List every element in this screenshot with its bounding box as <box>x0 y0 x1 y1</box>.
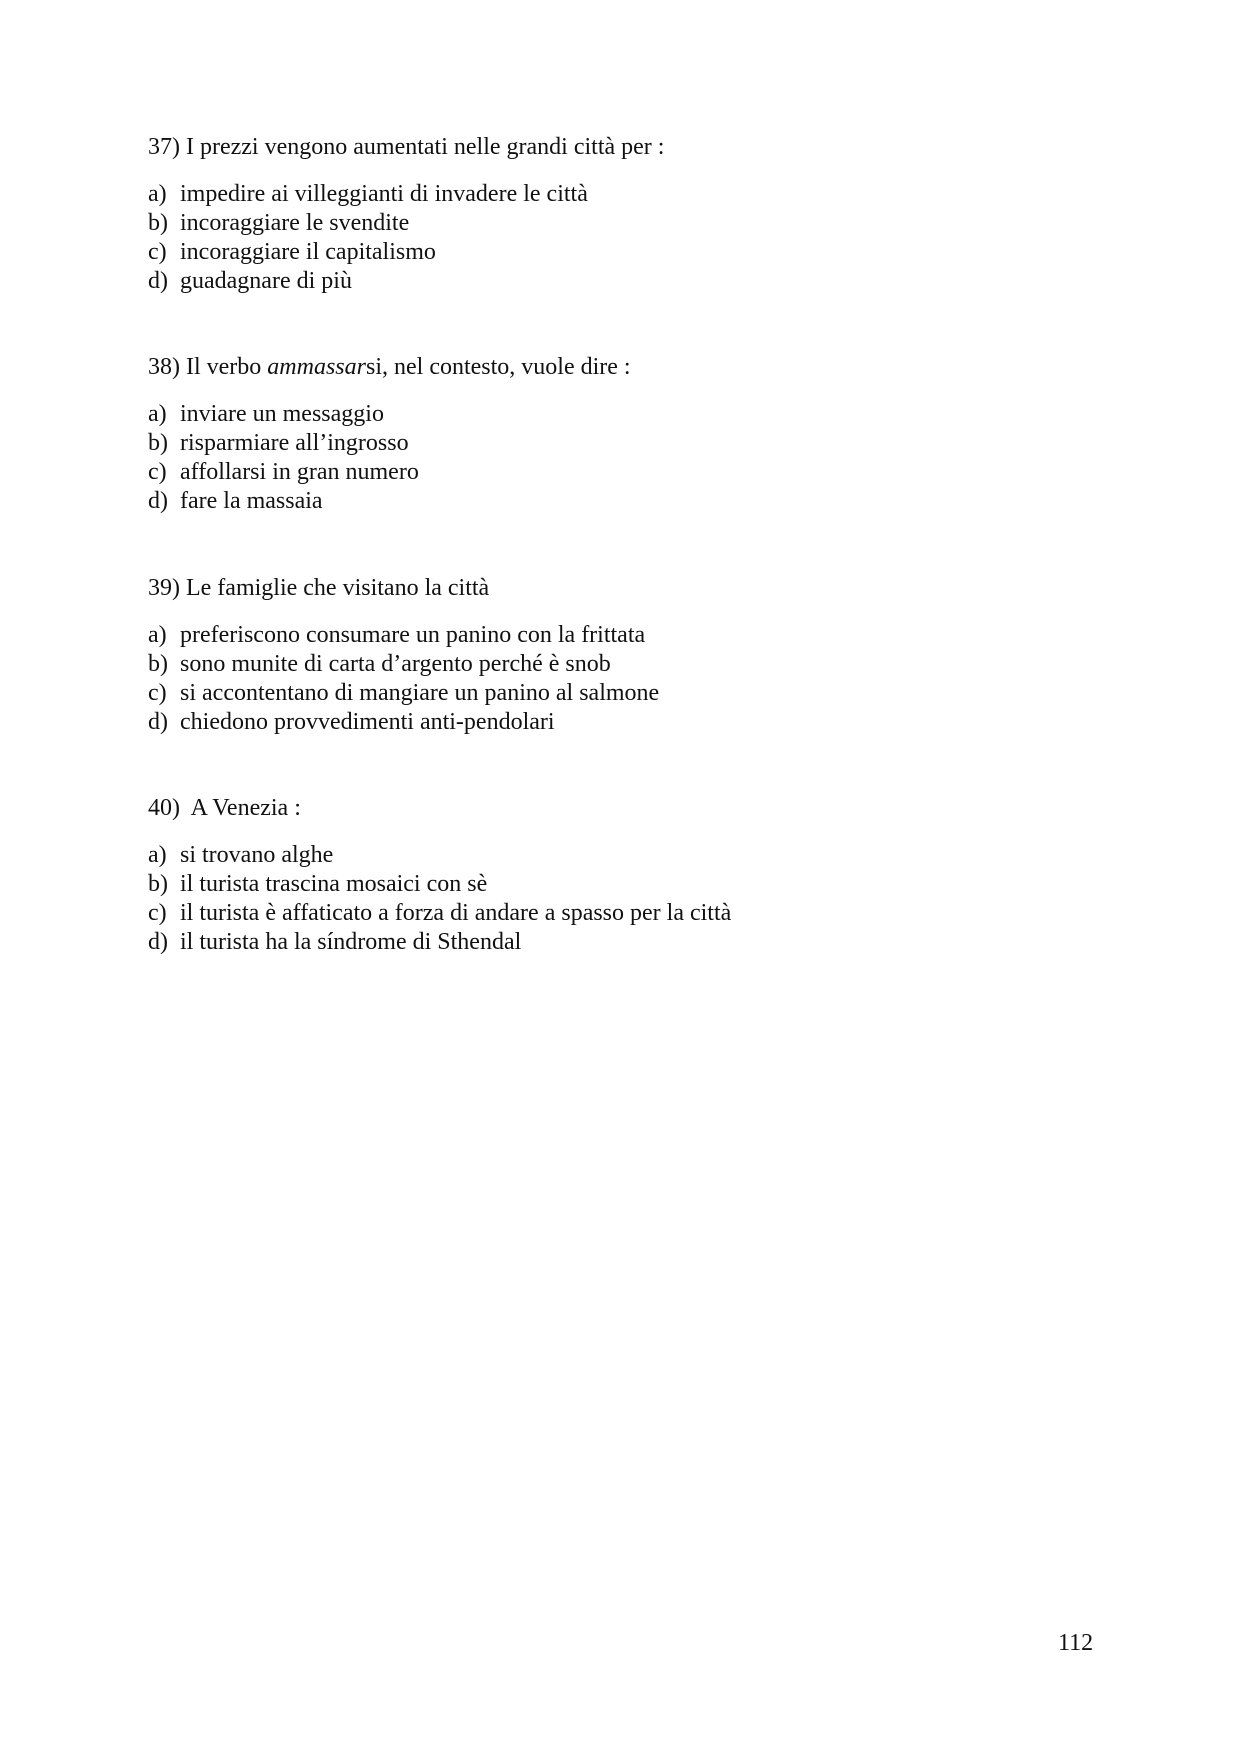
option-text: chiedono provvedimenti anti-pendolari <box>180 709 555 735</box>
option-letter: d) <box>148 929 168 955</box>
option-text: affollarsi in gran numero <box>180 459 419 485</box>
option-item <box>148 400 1148 429</box>
option-letter: a) <box>148 842 167 868</box>
option-item <box>148 679 1148 708</box>
option-letter: d) <box>148 488 168 514</box>
question-prompt: 40) A Venezia : <box>148 795 301 821</box>
option-letter: b) <box>148 210 168 236</box>
option-text: il turista ha la síndrome di Sthendal <box>180 929 522 955</box>
option-item <box>148 180 1148 209</box>
option-text: si accontentano di mangiare un panino al salmone <box>180 680 660 706</box>
option-text: il turista trascina mosaici con sè <box>180 871 488 897</box>
option-letter: c) <box>148 459 167 485</box>
option-text: il turista è affaticato a forza di andare a spasso per la città <box>180 900 732 926</box>
question-37 <box>148 132 1148 296</box>
option-text: preferiscono consumare un panino con la frittata <box>180 622 646 648</box>
option-text: risparmiare all’ingrosso <box>180 430 409 456</box>
question-prompt: 37) I prezzi vengono aumentati nelle grandi città per : <box>148 134 665 160</box>
option-letter: c) <box>148 239 167 265</box>
question-40 <box>148 793 1148 957</box>
option-letter: b) <box>148 651 168 677</box>
option-letter: a) <box>148 401 167 427</box>
option-item <box>148 487 1148 516</box>
option-item <box>148 267 1148 296</box>
option-item <box>148 238 1148 267</box>
option-letter: c) <box>148 680 167 706</box>
option-letter: b) <box>148 871 168 897</box>
option-item <box>148 841 1148 870</box>
question-prompt <box>148 352 1148 382</box>
option-letter: d) <box>148 709 168 735</box>
option-letter: b) <box>148 430 168 456</box>
option-item <box>148 708 1148 737</box>
option-text: incoraggiare il capitalismo <box>180 239 436 265</box>
option-list <box>148 621 1148 737</box>
option-letter: d) <box>148 268 168 294</box>
option-item <box>148 209 1148 238</box>
question-38 <box>148 352 1148 516</box>
option-text: incoraggiare le svendite <box>180 210 410 236</box>
option-letter: c) <box>148 900 167 926</box>
option-text: fare la massaia <box>180 488 323 514</box>
option-item <box>148 458 1148 487</box>
option-text: inviare un messaggio <box>180 401 384 427</box>
option-item <box>148 650 1148 679</box>
prompt-italic-term: ammassar <box>267 354 366 380</box>
option-item <box>148 899 1148 928</box>
question-prompt: 39) Le famiglie che visitano la città <box>148 575 490 601</box>
option-text: impedire ai villeggianti di invadere le città <box>180 181 588 207</box>
option-text: guadagnare di più <box>180 268 352 294</box>
prompt-text-before: 38) Il verbo <box>148 354 268 380</box>
option-letter: a) <box>148 181 167 207</box>
option-item <box>148 429 1148 458</box>
option-letter: a) <box>148 622 167 648</box>
option-text: sono munite di carta d’argento perché è snob <box>180 651 611 677</box>
prompt-text-after: si, nel contesto, vuole dire : <box>365 354 631 380</box>
option-list <box>148 400 1148 516</box>
option-item <box>148 621 1148 650</box>
page-number: 112 <box>1058 1630 1094 1656</box>
option-item <box>148 870 1148 899</box>
question-39 <box>148 573 1148 737</box>
option-text: si trovano alghe <box>180 842 334 868</box>
option-list <box>148 180 1148 296</box>
option-item <box>148 928 1148 957</box>
option-list <box>148 841 1148 957</box>
